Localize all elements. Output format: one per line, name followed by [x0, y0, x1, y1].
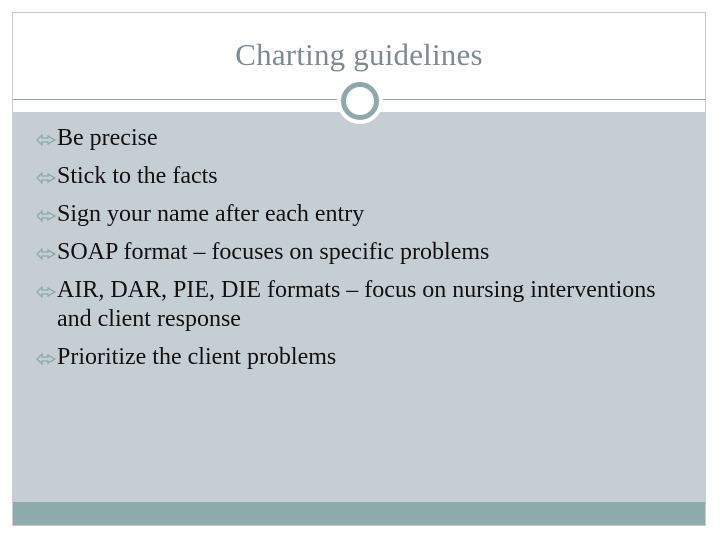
bullet-text: AIR, DAR, PIE, DIE formats – focus on nursing interventions and client response	[57, 277, 656, 332]
fish-bullet-icon	[36, 210, 56, 222]
bullet-text: Be precise	[57, 125, 158, 151]
fish-bullet-icon	[36, 248, 56, 260]
bullet-item	[36, 238, 676, 267]
fish-bullet-icon	[36, 286, 56, 298]
fish-bullet-icon	[36, 134, 56, 146]
slide-title: Charting guidelines	[235, 37, 483, 72]
bullet-text: Sign your name after each entry	[57, 201, 365, 227]
bullet-item	[36, 276, 676, 334]
bullet-item	[36, 162, 676, 191]
bullet-item	[36, 343, 676, 372]
bullet-item	[36, 124, 676, 153]
fish-bullet-icon	[36, 172, 56, 184]
bullet-item	[36, 200, 676, 229]
footer-bar	[13, 502, 705, 525]
bullet-list	[36, 124, 676, 381]
bullet-text: SOAP format – focuses on specific problems	[57, 239, 490, 265]
bullet-text: Stick to the facts	[57, 163, 218, 189]
ring-ornament-inner	[341, 82, 379, 120]
bullet-text: Prioritize the client problems	[57, 344, 337, 370]
fish-bullet-icon	[36, 353, 56, 365]
